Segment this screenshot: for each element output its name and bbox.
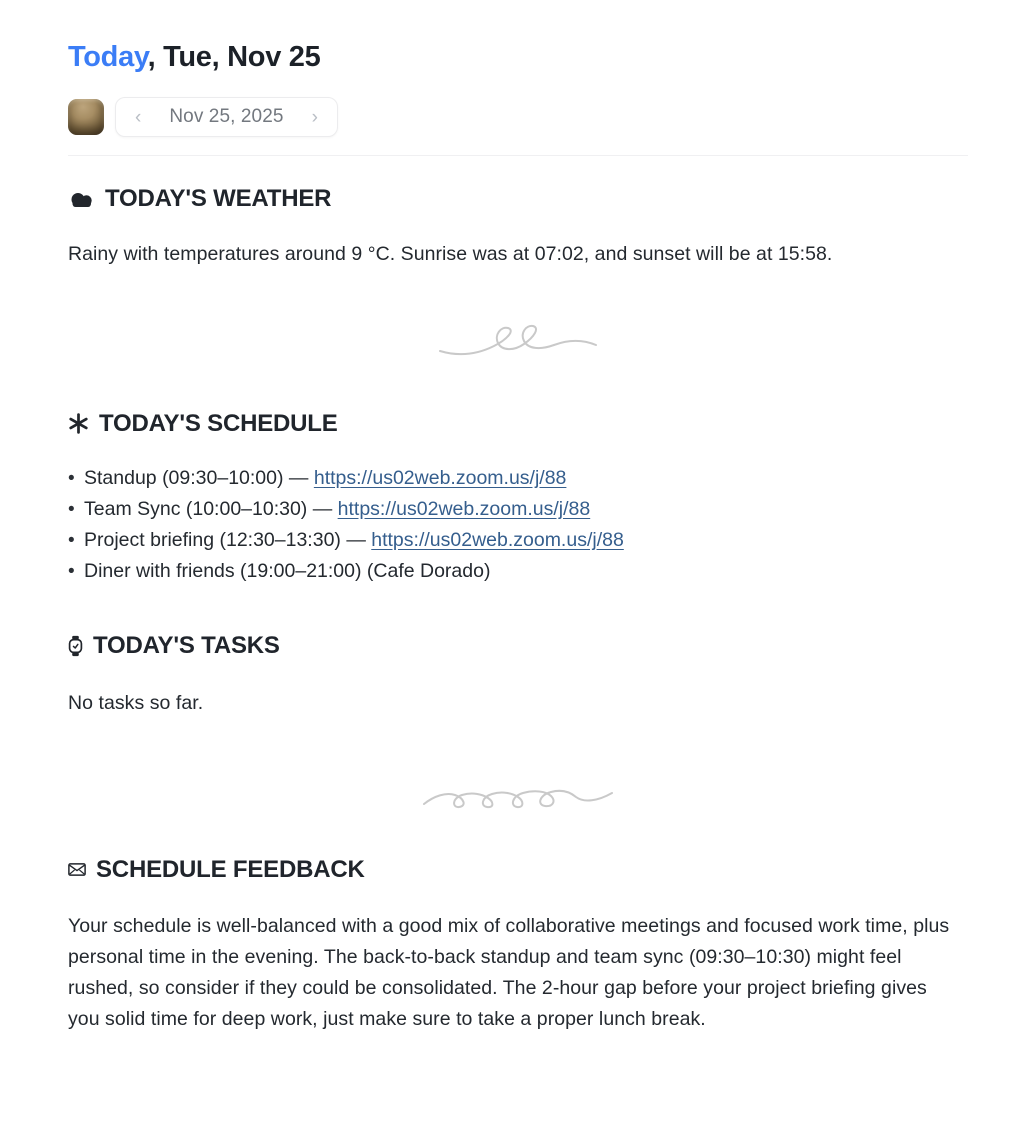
note-thumbnail-image[interactable] (68, 99, 104, 135)
page-title (68, 40, 968, 74)
schedule-list (68, 463, 968, 587)
date-picker (115, 97, 338, 137)
bullet-glyph: • (68, 499, 75, 520)
squiggle-divider (68, 767, 968, 811)
star-icon (68, 413, 89, 434)
schedule-item (68, 556, 968, 587)
feedback-paragraph: Your schedule is well-balanced with a good mix of collaborative meetings and focused work time, plus personal time in the evening. The back-to-back standup and team sync (09:30–10:30) might feel rushed, so consider if they could be consolidated. The 2-hour gap before your project briefing gives you solid time for deep work, just make sure to take a proper lunch break. (68, 915, 950, 1030)
next-day-button[interactable]: › (311, 106, 318, 128)
schedule-item-text: Diner with friends (19:00–21:00) (Cafe Dorado) (84, 560, 491, 582)
zoom-meeting-link[interactable]: https://us02web.zoom.us/j/88 (313, 467, 567, 489)
bullet-glyph: • (68, 561, 75, 582)
zoom-meeting-link[interactable]: https://us02web.zoom.us/j/88 (371, 529, 624, 551)
schedule-item (68, 494, 968, 525)
previous-day-button[interactable]: ‹ (135, 106, 142, 128)
tasks-heading-label: TODAY'S TASKS (93, 632, 280, 659)
envelope-icon (68, 863, 86, 876)
page-title-date: , Tue, Nov 25 (147, 41, 321, 73)
today-label[interactable]: Today (68, 41, 148, 73)
tasks-section-heading (68, 631, 968, 660)
squiggle-divider (68, 318, 968, 362)
weather-heading-label: TODAY'S WEATHER (105, 185, 332, 212)
schedule-item-text: Standup (09:30–10:00) — (84, 467, 314, 489)
zoom-meeting-link[interactable]: https://us02web.zoom.us/j/88 (337, 498, 591, 520)
bullet-glyph: • (68, 530, 75, 551)
schedule-item-text: Team Sync (10:00–10:30) — (84, 498, 338, 520)
current-date-label[interactable]: Nov 25, 2025 (169, 106, 284, 127)
weather-summary-text: Rainy with temperatures around 9 °C. Sunrise was at 07:02, and sunset will be at 15:58. (68, 243, 833, 265)
header-divider (68, 155, 968, 156)
tasks-empty-text: No tasks so far. (68, 692, 204, 714)
date-navigation-row (68, 97, 968, 137)
schedule-item-text: Project briefing (12:30–13:30) — (84, 529, 372, 551)
bullet-glyph: • (68, 468, 75, 489)
schedule-item (68, 525, 968, 556)
feedback-section-heading (68, 855, 968, 884)
cloud-icon (68, 190, 95, 208)
feedback-heading-label: SCHEDULE FEEDBACK (96, 856, 365, 883)
watch-icon (68, 635, 83, 657)
schedule-section-heading (68, 409, 968, 438)
schedule-item (68, 463, 968, 494)
schedule-heading-label: TODAY'S SCHEDULE (99, 410, 338, 437)
weather-section-heading (68, 184, 968, 213)
